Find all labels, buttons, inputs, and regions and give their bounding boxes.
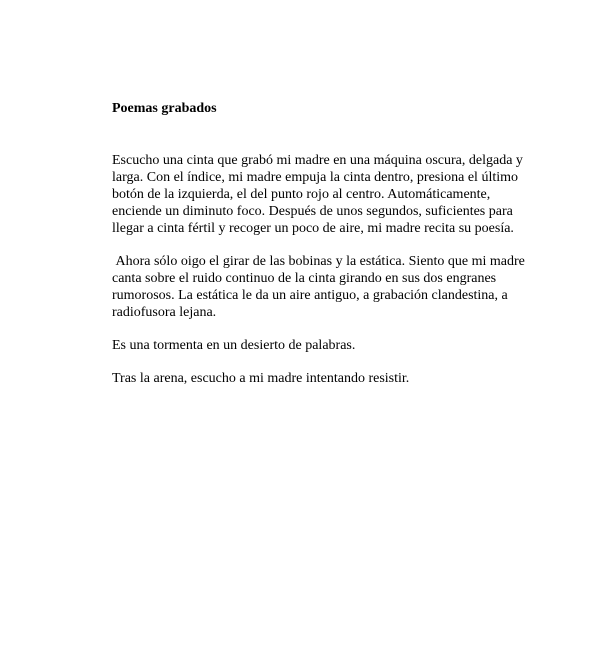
document-page xyxy=(112,100,532,403)
paragraph-3: Es una tormenta en un desierto de palabras. xyxy=(112,338,356,353)
paragraph-1: Escucho una cinta que grabó mi madre en una máquina oscura, delgada y larga. Con el índice, mi madre empuja la cinta dentro, presiona el último botón de la izquierda, el del punto rojo al centro. Automáticamente, enciende un diminuto foco. Después de unos segundos, suficientes para llegar a cinta fértil y recoger un poco de aire, mi madre recita su poesía. xyxy=(112,153,523,236)
poem-title: Poemas grabados xyxy=(112,101,217,116)
paragraph-2: Ahora sólo oigo el girar de las bobinas y la estática. Siento que mi madre canta sobre el ruido continuo de la cinta girando en sus dos engranes rumorosos. La estática le da un aire antiguo, a grabación clandestina, a radiofusora lejana. xyxy=(112,254,529,320)
paragraph-4: Tras la arena, escucho a mi madre intentando resistir. xyxy=(112,371,410,386)
